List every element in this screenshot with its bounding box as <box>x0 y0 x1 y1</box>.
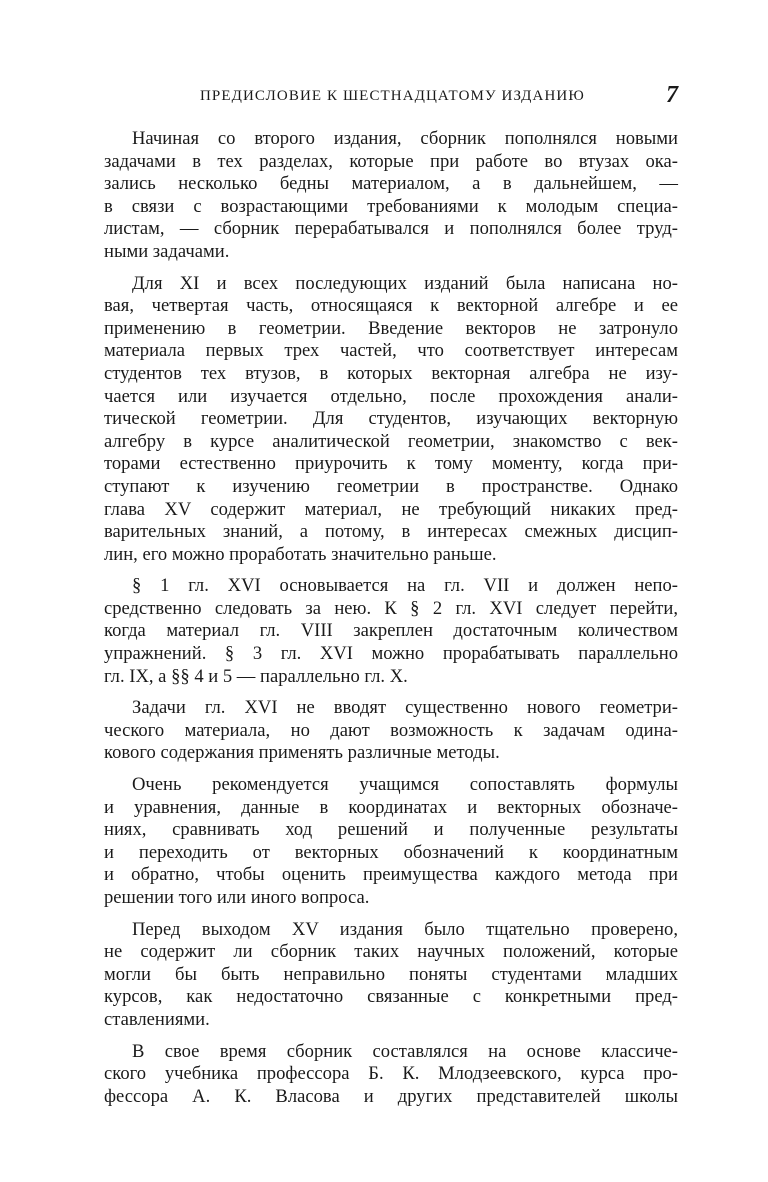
body-text <box>104 128 678 1117</box>
page-number: 7 <box>666 82 678 108</box>
text-line: фессора А. К. Власова и других представителей школы <box>104 1085 678 1107</box>
text-line: ными задачами. <box>104 240 230 262</box>
running-head <box>104 82 678 110</box>
text-line: в связи с возрастающими требованиями к молодым специа- <box>104 195 678 217</box>
paragraph <box>104 273 678 567</box>
text-line: упражнений. § 3 гл. XVI можно прорабатывать параллельно <box>104 643 678 665</box>
text-line: ставлениями. <box>104 1008 210 1030</box>
text-line: вая, четвертая часть, относящаяся к векторной алгебре и ее <box>104 295 678 317</box>
text-line: торами естественно приурочить к тому моменту, когда при- <box>104 453 678 475</box>
text-line: § 1 гл. XVI основывается на гл. VII и должен непо- <box>132 575 678 597</box>
text-line: Для XI и всех последующих изданий была написана но- <box>132 272 678 294</box>
text-line: средственно следовать за нею. К § 2 гл. XVI следует перейти, <box>104 597 678 619</box>
text-line: лин, его можно проработать значительно раньше. <box>104 543 497 565</box>
text-line: Перед выходом XV издания было тщательно проверено, <box>132 918 678 940</box>
text-line: Очень рекомендуется учащимся сопоставлять формулы <box>132 774 678 796</box>
paragraph <box>104 919 678 1032</box>
text-line: могли бы быть неправильно поняты студентами младших <box>104 963 678 985</box>
text-line: и обратно, чтобы оценить преимущества каждого метода при <box>104 864 678 886</box>
text-line: В свое время сборник составлялся на основе классиче- <box>132 1040 678 1062</box>
text-line: материала первых трех частей, что соответствует интересам <box>104 340 678 362</box>
text-line: зались несколько бедны материалом, а в дальнейшем, — <box>104 173 678 195</box>
paragraph <box>104 697 678 765</box>
text-line: курсов, как недостаточно связанные с конкретными пред- <box>104 986 678 1008</box>
text-line: глава XV содержит материал, не требующий никаких пред- <box>104 498 678 520</box>
text-line: ступают к изучению геометрии в пространстве. Однако <box>104 475 678 497</box>
text-line: ского учебника профессора Б. К. Млодзеевского, курса про- <box>104 1063 678 1085</box>
text-line: Задачи гл. XVI не вводят существенно нового геометри- <box>132 697 678 719</box>
text-line: листам, — сборник перерабатывался и пополнялся более труд- <box>104 218 678 240</box>
paragraph <box>104 575 678 688</box>
text-line: чается или изучается отдельно, после прохождения анали- <box>104 385 678 407</box>
text-line: Начиная со второго издания, сборник пополнялся новыми <box>132 128 678 149</box>
text-line: алгебру в курсе аналитической геометрии, знакомство с век- <box>104 430 678 452</box>
text-line: гл. IX, а §§ 4 и 5 — параллельно гл. X. <box>104 665 408 687</box>
text-line: ческого материала, но дают возможность к задачам одина- <box>104 719 678 741</box>
text-line: кового содержания применять различные методы. <box>104 742 500 764</box>
text-line: ниях, сравнивать ход решений и полученные результаты <box>104 819 678 841</box>
paragraph <box>104 774 678 910</box>
text-line: применению в геометрии. Введение векторов не затронуло <box>104 317 678 339</box>
running-title: ПРЕДИСЛОВИЕ К ШЕСТНАДЦАТОМУ ИЗДАНИЮ <box>200 88 585 104</box>
text-line: тической геометрии. Для студентов, изучающих векторную <box>104 408 678 430</box>
text-line: задачами в тех разделах, которые при работе во втузах ока- <box>104 150 678 172</box>
text-line: студентов тех втузов, в которых векторная алгебра не изу- <box>104 362 678 384</box>
text-line: решении того или иного вопроса. <box>104 887 370 908</box>
paragraph <box>104 128 678 264</box>
text-line: когда материал гл. VIII закреплен достаточным количеством <box>104 620 678 642</box>
text-line: не содержит ли сборник таких научных положений, которые <box>104 941 678 963</box>
text-line: варительных знаний, а потому, в интересах смежных дисцип- <box>104 521 678 543</box>
text-line: и уравнения, данные в координатах и векторных обозначе- <box>104 796 678 818</box>
text-line: и переходить от векторных обозначений к координатным <box>104 841 678 863</box>
paragraph <box>104 1041 678 1109</box>
